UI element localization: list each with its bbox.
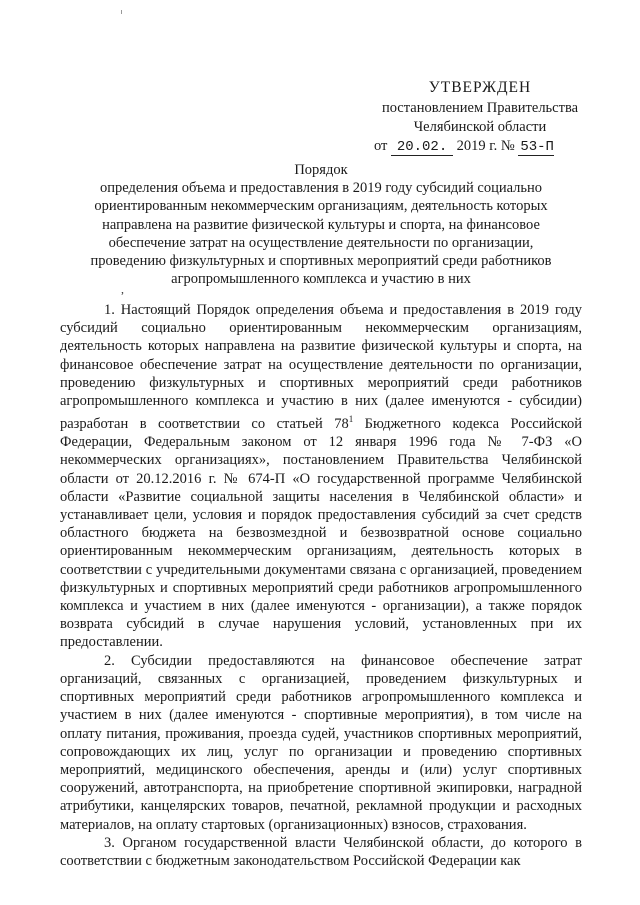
paragraph-1-text-cont: Бюджетного кодекса Российской Федерации, Федеральным законом от 12 января 1996 года № 7-ФЗ «О некоммерческих организациях», постановлением Правительства Челябинской области от 20.12.2016 г. № 674-П «О государственной программе Челябинской области «Развитие социальной защиты населения в Челябинской области» и устанавливает цели, условия и порядок предоставления субсидий за счет средств областного бюджета на безвозмездной и безвозвратной основе социально ориентированным некоммерческим организациям, деятельность которых в соответствии с учредительными документами связана с организацией, проведением физкультурных и спортивных мероприятий среди работников агропромышленного комплекса и участием в них (далее именуются - организации), а также порядок возврата субсидий в случае нарушения условий, установленных при их предоставлении.	[60, 416, 582, 651]
date-value: 20.02.	[391, 140, 453, 156]
paragraph-2: 2. Субсидии предоставляются на финансовое обеспечение затрат организаций, связанных с организацией, проведением физкультурных и спортивных мероприятий среди работников агропромышленного комплекса и участием в них (далее именуются - спортивные мероприятия), в том числе на оплату питания, проживания, проезда судей, участников спортивных мероприятий, сопровождающих их лиц, услуг по организации и проведению спортивных мероприятий, медицинского обеспечения, аренды и (или) услуг спортивных сооружений, автотранспорта, на приобретение спортивной экипировки, наградной атрибутики, канцелярских товаров, печатной, рекламной продукции и расходных материалов, на оплату стартовых (организационных) взносов, страхования.	[60, 652, 582, 833]
approval-date-line	[360, 137, 600, 156]
date-prefix: от	[374, 138, 388, 154]
title-text: определения объема и предоставления в 2019 году субсидий социально ориентированным некоммерческим организациям, деятельность которых направлена на развитие физической культуры и спорта, на финансовое обеспечение затрат на осуществление деятельности по организации, проведению физкультурных и спортивных мероприятий среди работников агропромышленного комплекса и участию в них	[90, 180, 552, 288]
document-title	[84, 161, 558, 288]
pen-mark: ,	[121, 282, 124, 296]
paragraph-3: 3. Органом государственной власти Челябинской области, до которого в соответствии с бюджетным законодательством Российской Федерации как	[60, 834, 582, 869]
approval-line-2: Челябинской области	[413, 119, 547, 135]
paragraph-1-superscript: 1	[348, 414, 354, 425]
title-word: Порядок	[294, 162, 348, 178]
approval-stamp	[360, 78, 600, 156]
document-body	[60, 301, 582, 870]
approval-heading: УТВЕРЖДЕН	[428, 79, 532, 96]
scan-mark	[121, 10, 122, 14]
approval-line-1: постановлением Правительства	[381, 100, 579, 116]
date-year: 2019 г. №	[456, 138, 515, 154]
document-number: 53-П	[520, 139, 554, 155]
paragraph-1-text: 1. Настоящий Порядок определения объема и предоставления в 2019 году субсидий социально ориентированным некоммерческим организациям, деятельность которых направлена на развитие физической культуры и спорта, на финансовое обеспечение затрат на осуществление деятельности по организации, проведению физкультурных и спортивных мероприятий среди работников агропромышленного комплекса и участию в них (далее именуются - субсидии) разработан в соответствии со статьей 78	[60, 302, 582, 433]
paragraph-1	[60, 301, 582, 652]
